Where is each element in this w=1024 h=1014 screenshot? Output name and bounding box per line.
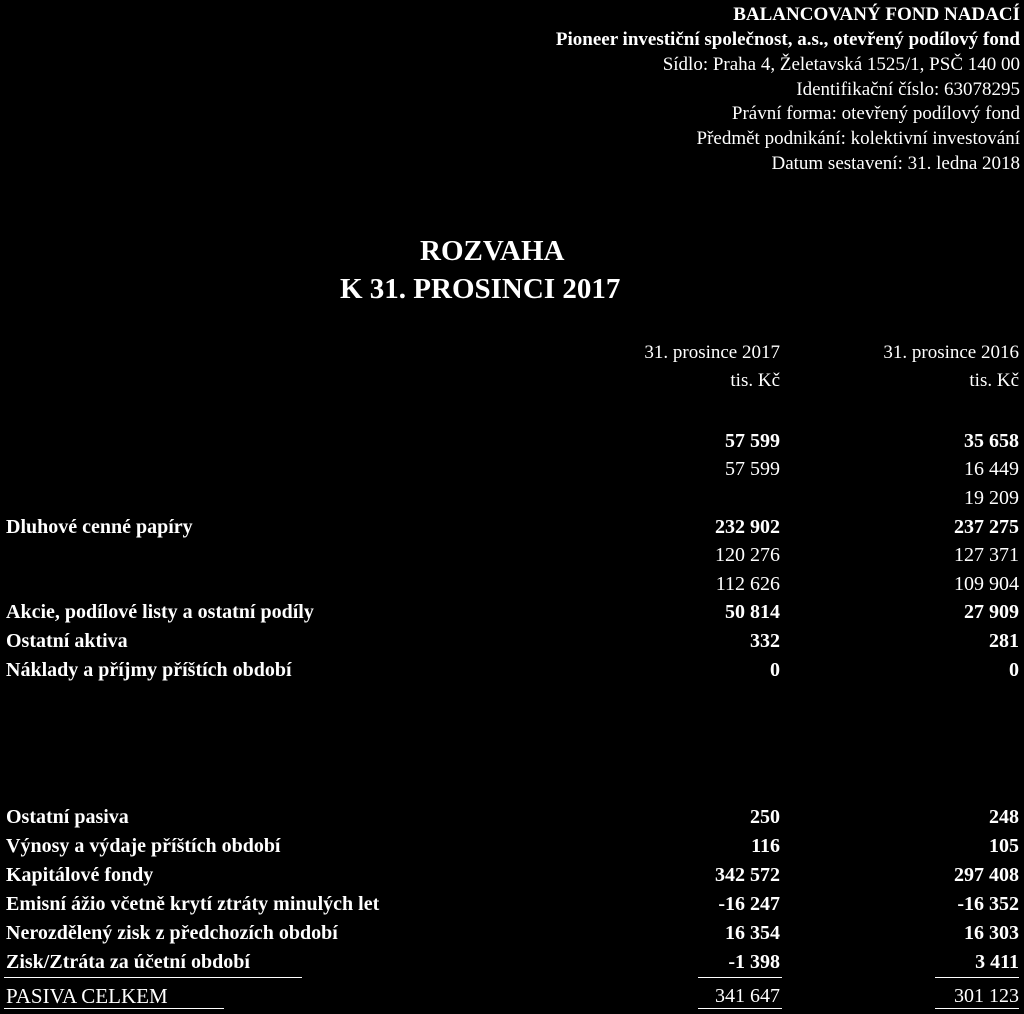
table-row <box>0 513 1024 542</box>
value-2017: 250 <box>750 806 780 828</box>
table-row <box>0 890 1024 919</box>
table-row <box>0 861 1024 890</box>
value-2017: -16 247 <box>718 893 780 915</box>
row-label: Nerozdělený zisk z předchozích období <box>6 922 338 944</box>
statement-date: K 31. PROSINCI 2017 <box>340 273 621 305</box>
table-row-total <box>0 982 1024 1011</box>
statement-title: ROZVAHA <box>420 235 565 267</box>
value-2017: 232 902 <box>715 516 780 538</box>
value-2016: 0 <box>1009 659 1019 681</box>
row-label: Kapitálové fondy <box>6 864 154 886</box>
value-2017: 0 <box>770 659 780 681</box>
col-2016-unit: tis. Kč <box>969 370 1019 391</box>
value-2017: 116 <box>751 835 780 857</box>
divider-total-2017 <box>698 1008 782 1009</box>
value-2016: 19 209 <box>964 487 1019 509</box>
divider-label <box>4 977 302 978</box>
table-row <box>0 919 1024 948</box>
value-2016: 16 303 <box>964 922 1019 944</box>
value-2017: 57 599 <box>725 430 780 452</box>
row-label: Ostatní aktiva <box>6 630 128 652</box>
table-row <box>0 627 1024 656</box>
col-2017-date: 31. prosince 2017 <box>644 342 780 363</box>
legal-form: Právní forma: otevřený podílový fond <box>731 103 1020 124</box>
table-row <box>0 541 1024 570</box>
value-2016: 297 408 <box>954 864 1019 886</box>
divider-2016 <box>935 977 1019 978</box>
value-2017: 50 814 <box>725 601 780 623</box>
value-2017: -1 398 <box>728 951 780 973</box>
table-row <box>0 832 1024 861</box>
col-2016-date: 31. prosince 2016 <box>883 342 1019 363</box>
value-2017: 120 276 <box>715 544 780 566</box>
value-2016: 237 275 <box>954 516 1019 538</box>
table-row <box>0 484 1024 513</box>
value-2016: 16 449 <box>964 458 1019 480</box>
row-label: Náklady a příjmy příštích období <box>6 659 292 681</box>
value-2017: 57 599 <box>725 458 780 480</box>
fund-name: BALANCOVANÝ FOND NADACÍ <box>733 4 1020 25</box>
company-name: Pioneer investiční společnost, a.s., otevřený podílový fond <box>555 29 1020 50</box>
row-label: Emisní ážio včetně krytí ztráty minulých let <box>6 893 380 915</box>
value-2016: 35 658 <box>964 430 1019 452</box>
value-2017: 341 647 <box>715 985 780 1007</box>
compilation-date: Datum sestavení: 31. ledna 2018 <box>771 153 1020 174</box>
row-label: Dluhové cenné papíry <box>6 516 193 538</box>
value-2016: -16 352 <box>957 893 1019 915</box>
company-seat: Sídlo: Praha 4, Želetavská 1525/1, PSČ 140 00 <box>662 54 1020 75</box>
company-id: Identifikační číslo: 63078295 <box>796 79 1020 100</box>
value-2016: 127 371 <box>954 544 1019 566</box>
value-2016: 105 <box>989 835 1019 857</box>
value-2017: 112 626 <box>715 573 780 595</box>
business-scope: Předmět podnikání: kolektivní investování <box>696 128 1020 149</box>
col-2017-unit: tis. Kč <box>730 370 780 391</box>
row-label: Ostatní pasiva <box>6 806 129 828</box>
value-2016: 27 909 <box>964 601 1019 623</box>
value-2017: 332 <box>750 630 780 652</box>
table-row <box>0 598 1024 627</box>
value-2016: 248 <box>989 806 1019 828</box>
table-row <box>0 948 1024 977</box>
table-row <box>0 803 1024 832</box>
value-2016: 281 <box>989 630 1019 652</box>
value-2016: 3 411 <box>975 951 1019 973</box>
value-2016: 109 904 <box>954 573 1019 595</box>
divider-2017 <box>698 977 782 978</box>
row-label: Výnosy a výdaje příštích období <box>6 835 281 857</box>
table-row <box>0 427 1024 456</box>
row-label: Akcie, podílové listy a ostatní podíly <box>6 601 314 623</box>
value-2017: 342 572 <box>715 864 780 886</box>
table-row <box>0 656 1024 685</box>
table-row <box>0 570 1024 599</box>
divider-total-2016 <box>935 1008 1019 1009</box>
row-label: PASIVA CELKEM <box>6 984 168 1008</box>
value-2017: 16 354 <box>725 922 780 944</box>
value-2016: 301 123 <box>954 985 1019 1007</box>
divider-total-label <box>4 1008 224 1009</box>
row-label: Zisk/Ztráta za účetní období <box>6 951 250 973</box>
table-row <box>0 455 1024 484</box>
